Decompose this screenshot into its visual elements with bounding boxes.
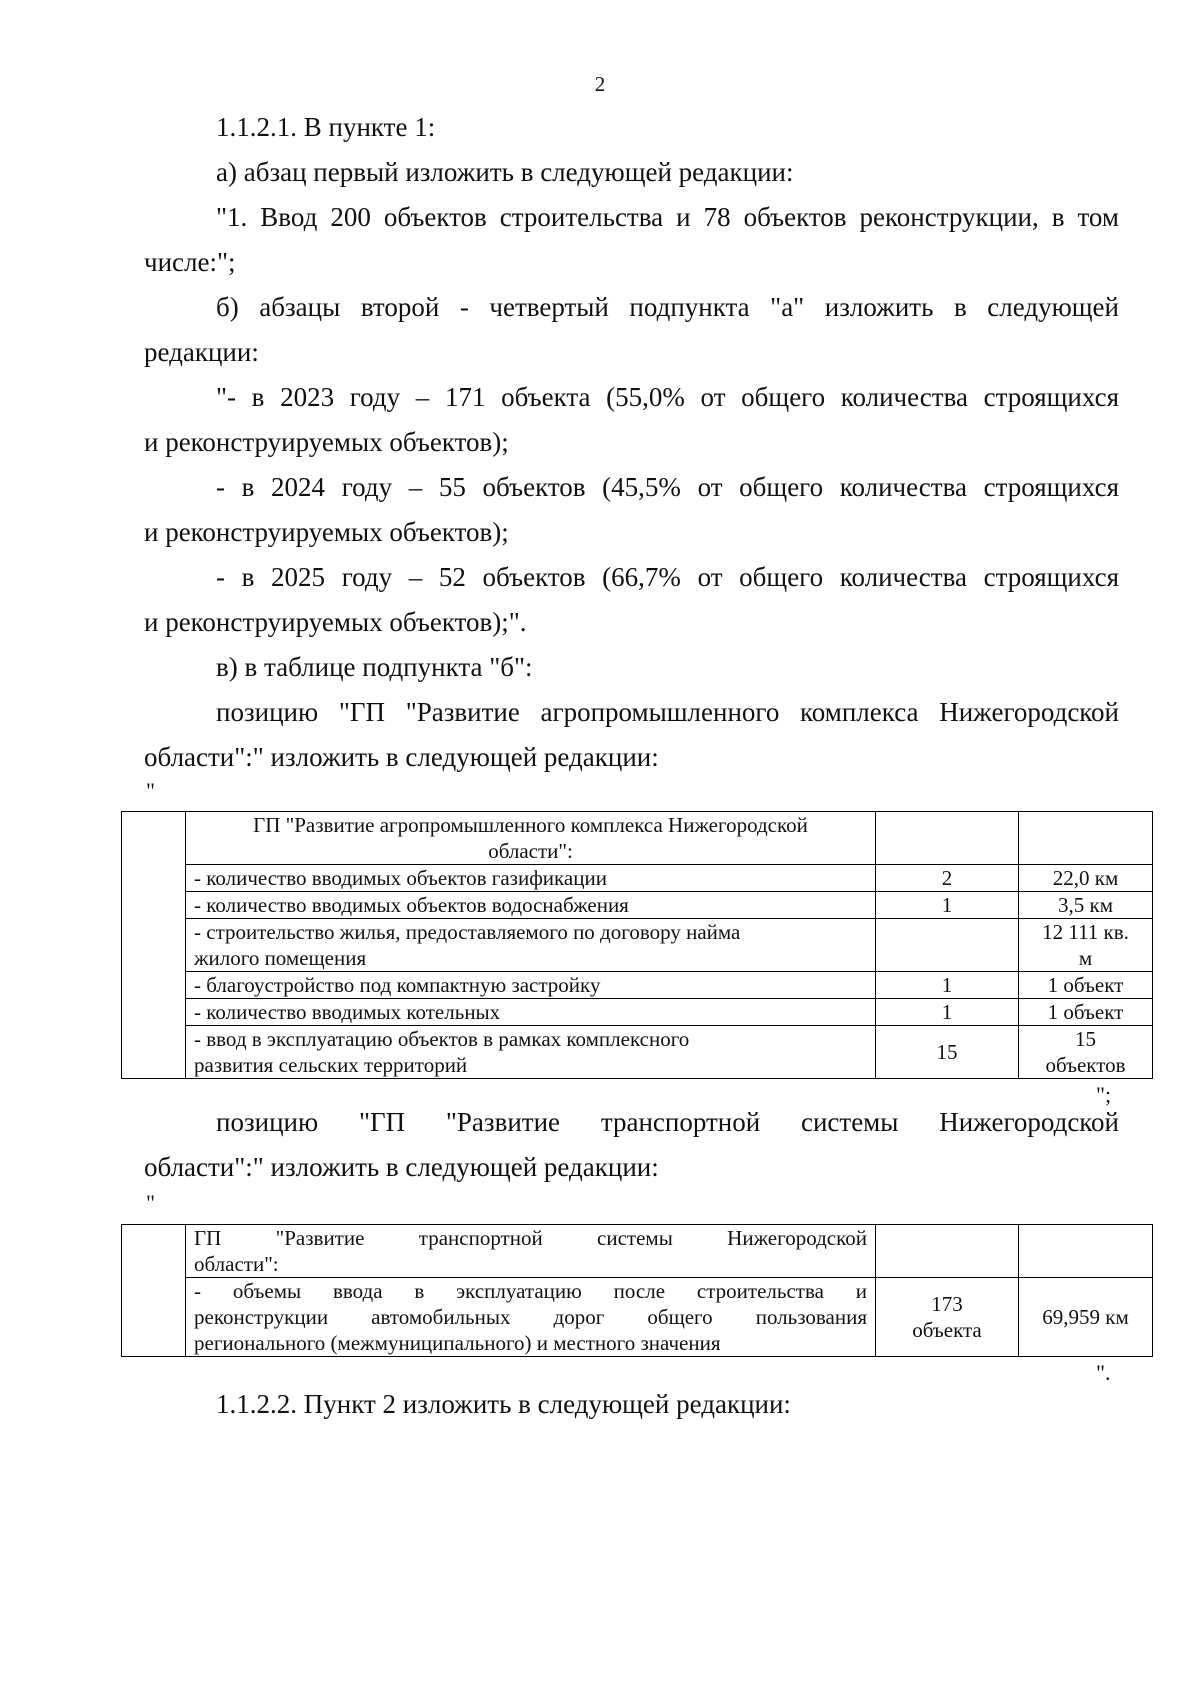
paragraph-1-1-2-2: 1.1.2.2. Пункт 2 изложить в следующей редакции: — [216, 1389, 791, 1419]
table-agro — [121, 811, 1153, 1079]
table-header-line2: области": — [488, 839, 573, 863]
table-row — [122, 892, 1153, 919]
table-count-line: 173 — [931, 1292, 963, 1316]
table-desc-cell — [186, 919, 876, 972]
table-count-cell: 1 — [876, 892, 1019, 919]
table-row — [122, 812, 1153, 865]
paragraph-v: в) в таблице подпункта "б": — [216, 652, 533, 682]
table-desc-cell: - количество вводимых объектов водоснабжения — [186, 892, 876, 919]
table-desc-line: - объемы ввода в эксплуатацию после строительства и — [194, 1279, 867, 1303]
table-desc-line: жилого помещения — [194, 946, 367, 970]
table-amount-line: м — [1078, 946, 1093, 970]
table-desc-line: регионального (межмуниципального) и местного значения — [194, 1331, 721, 1355]
table-desc-cell — [186, 1278, 876, 1357]
table-amount-cell: 3,5 км — [1019, 892, 1153, 919]
paragraph-2023-line1: "- в 2023 году – 171 объекта (55,0% от общего количества строящихся — [216, 382, 1119, 412]
table-desc-line: - ввод в эксплуатацию объектов в рамках комплексного — [194, 1027, 690, 1051]
paragraph-position-1-line2: области":" изложить в следующей редакции: — [144, 742, 659, 772]
table-amount-line: 12 111 кв. — [1042, 920, 1129, 944]
table-count-cell: 15 — [876, 1026, 1019, 1079]
table-number-cell — [122, 812, 186, 1079]
table-row — [122, 1026, 1153, 1079]
table-header-line1: ГП "Развитие агропромышленного комплекса Нижегородской — [253, 813, 808, 837]
table-desc-cell — [186, 1026, 876, 1079]
table-header-cell — [186, 1225, 876, 1278]
paragraph-a: а) абзац первый изложить в следующей редакции: — [216, 157, 794, 187]
paragraph-b-line1: б) абзацы второй - четвертый подпункта "а" изложить в следующей — [216, 292, 1119, 322]
table-empty-cell — [876, 1225, 1019, 1278]
table-transport — [121, 1224, 1153, 1357]
table-empty-cell — [1019, 1225, 1153, 1278]
paragraph-position-2-line1: позицию "ГП "Развитие транспортной системы Нижегородской — [216, 1107, 1119, 1137]
table-row — [122, 972, 1153, 999]
paragraph-quote-1-line2: числе:"; — [144, 247, 236, 277]
table-number-cell — [122, 1225, 186, 1357]
paragraph-2024-line1: - в 2024 году – 55 объектов (45,5% от общего количества строящихся — [216, 472, 1119, 502]
paragraph-position-1-line1: позицию "ГП "Развитие агропромышленного комплекса Нижегородской — [216, 697, 1119, 727]
table-header-line1: ГП "Развитие транспортной системы Нижегородской — [194, 1226, 867, 1250]
table-count-cell: 1 — [876, 999, 1019, 1026]
paragraph-2025-line2: и реконструируемых объектов);". — [144, 607, 527, 637]
table-header-line2: области": — [194, 1252, 279, 1276]
table-row — [122, 1278, 1153, 1357]
table-empty-cell — [1019, 812, 1153, 865]
paragraph-position-2-line2: области":" изложить в следующей редакции: — [144, 1152, 659, 1182]
table-count-cell: 2 — [876, 865, 1019, 892]
quote-open-1: " — [146, 778, 155, 803]
table-count-cell — [876, 919, 1019, 972]
table-amount-line: 15 — [1075, 1027, 1096, 1051]
table-count-cell: 1 — [876, 972, 1019, 999]
table-amount-cell: 22,0 км — [1019, 865, 1153, 892]
table-desc-cell: - количество вводимых объектов газификации — [186, 865, 876, 892]
table-desc-line: реконструкции автомобильных дорог общего пользования — [194, 1305, 867, 1329]
table-desc-line: развития сельских территорий — [194, 1053, 468, 1077]
table-desc-cell: - благоустройство под компактную застройку — [186, 972, 876, 999]
paragraph-2023-line2: и реконструируемых объектов); — [144, 427, 509, 457]
table-desc-cell: - количество вводимых котельных — [186, 999, 876, 1026]
quote-open-2: " — [146, 1190, 155, 1215]
table-empty-cell — [876, 812, 1019, 865]
table-count-line: объекта — [912, 1318, 982, 1342]
paragraph-quote-1-line1: "1. Ввод 200 объектов строительства и 78 объектов реконструкции, в том — [216, 202, 1119, 232]
table-row — [122, 1225, 1153, 1278]
paragraph-2024-line2: и реконструируемых объектов); — [144, 517, 509, 547]
table-desc-line: - строительство жилья, предоставляемого по договору найма — [194, 920, 741, 944]
table-amount-cell: 1 объект — [1019, 972, 1153, 999]
table-count-cell — [876, 1278, 1019, 1357]
table-amount-cell — [1019, 919, 1153, 972]
table-header-cell — [186, 812, 876, 865]
paragraph-2025-line1: - в 2025 году – 52 объектов (66,7% от общего количества строящихся — [216, 562, 1119, 592]
quote-close-1: "; — [1096, 1082, 1112, 1107]
quote-close-2: ". — [1096, 1360, 1111, 1385]
page-number: 2 — [594, 72, 606, 96]
table-amount-line: объектов — [1045, 1053, 1126, 1077]
paragraph-b-line2: редакции: — [144, 337, 259, 367]
table-amount-cell — [1019, 1026, 1153, 1079]
table-row — [122, 999, 1153, 1026]
paragraph-1-1-2-1: 1.1.2.1. В пункте 1: — [216, 112, 436, 142]
table-amount-cell: 69,959 км — [1019, 1278, 1153, 1357]
table-row — [122, 865, 1153, 892]
table-amount-cell: 1 объект — [1019, 999, 1153, 1026]
table-row — [122, 919, 1153, 972]
